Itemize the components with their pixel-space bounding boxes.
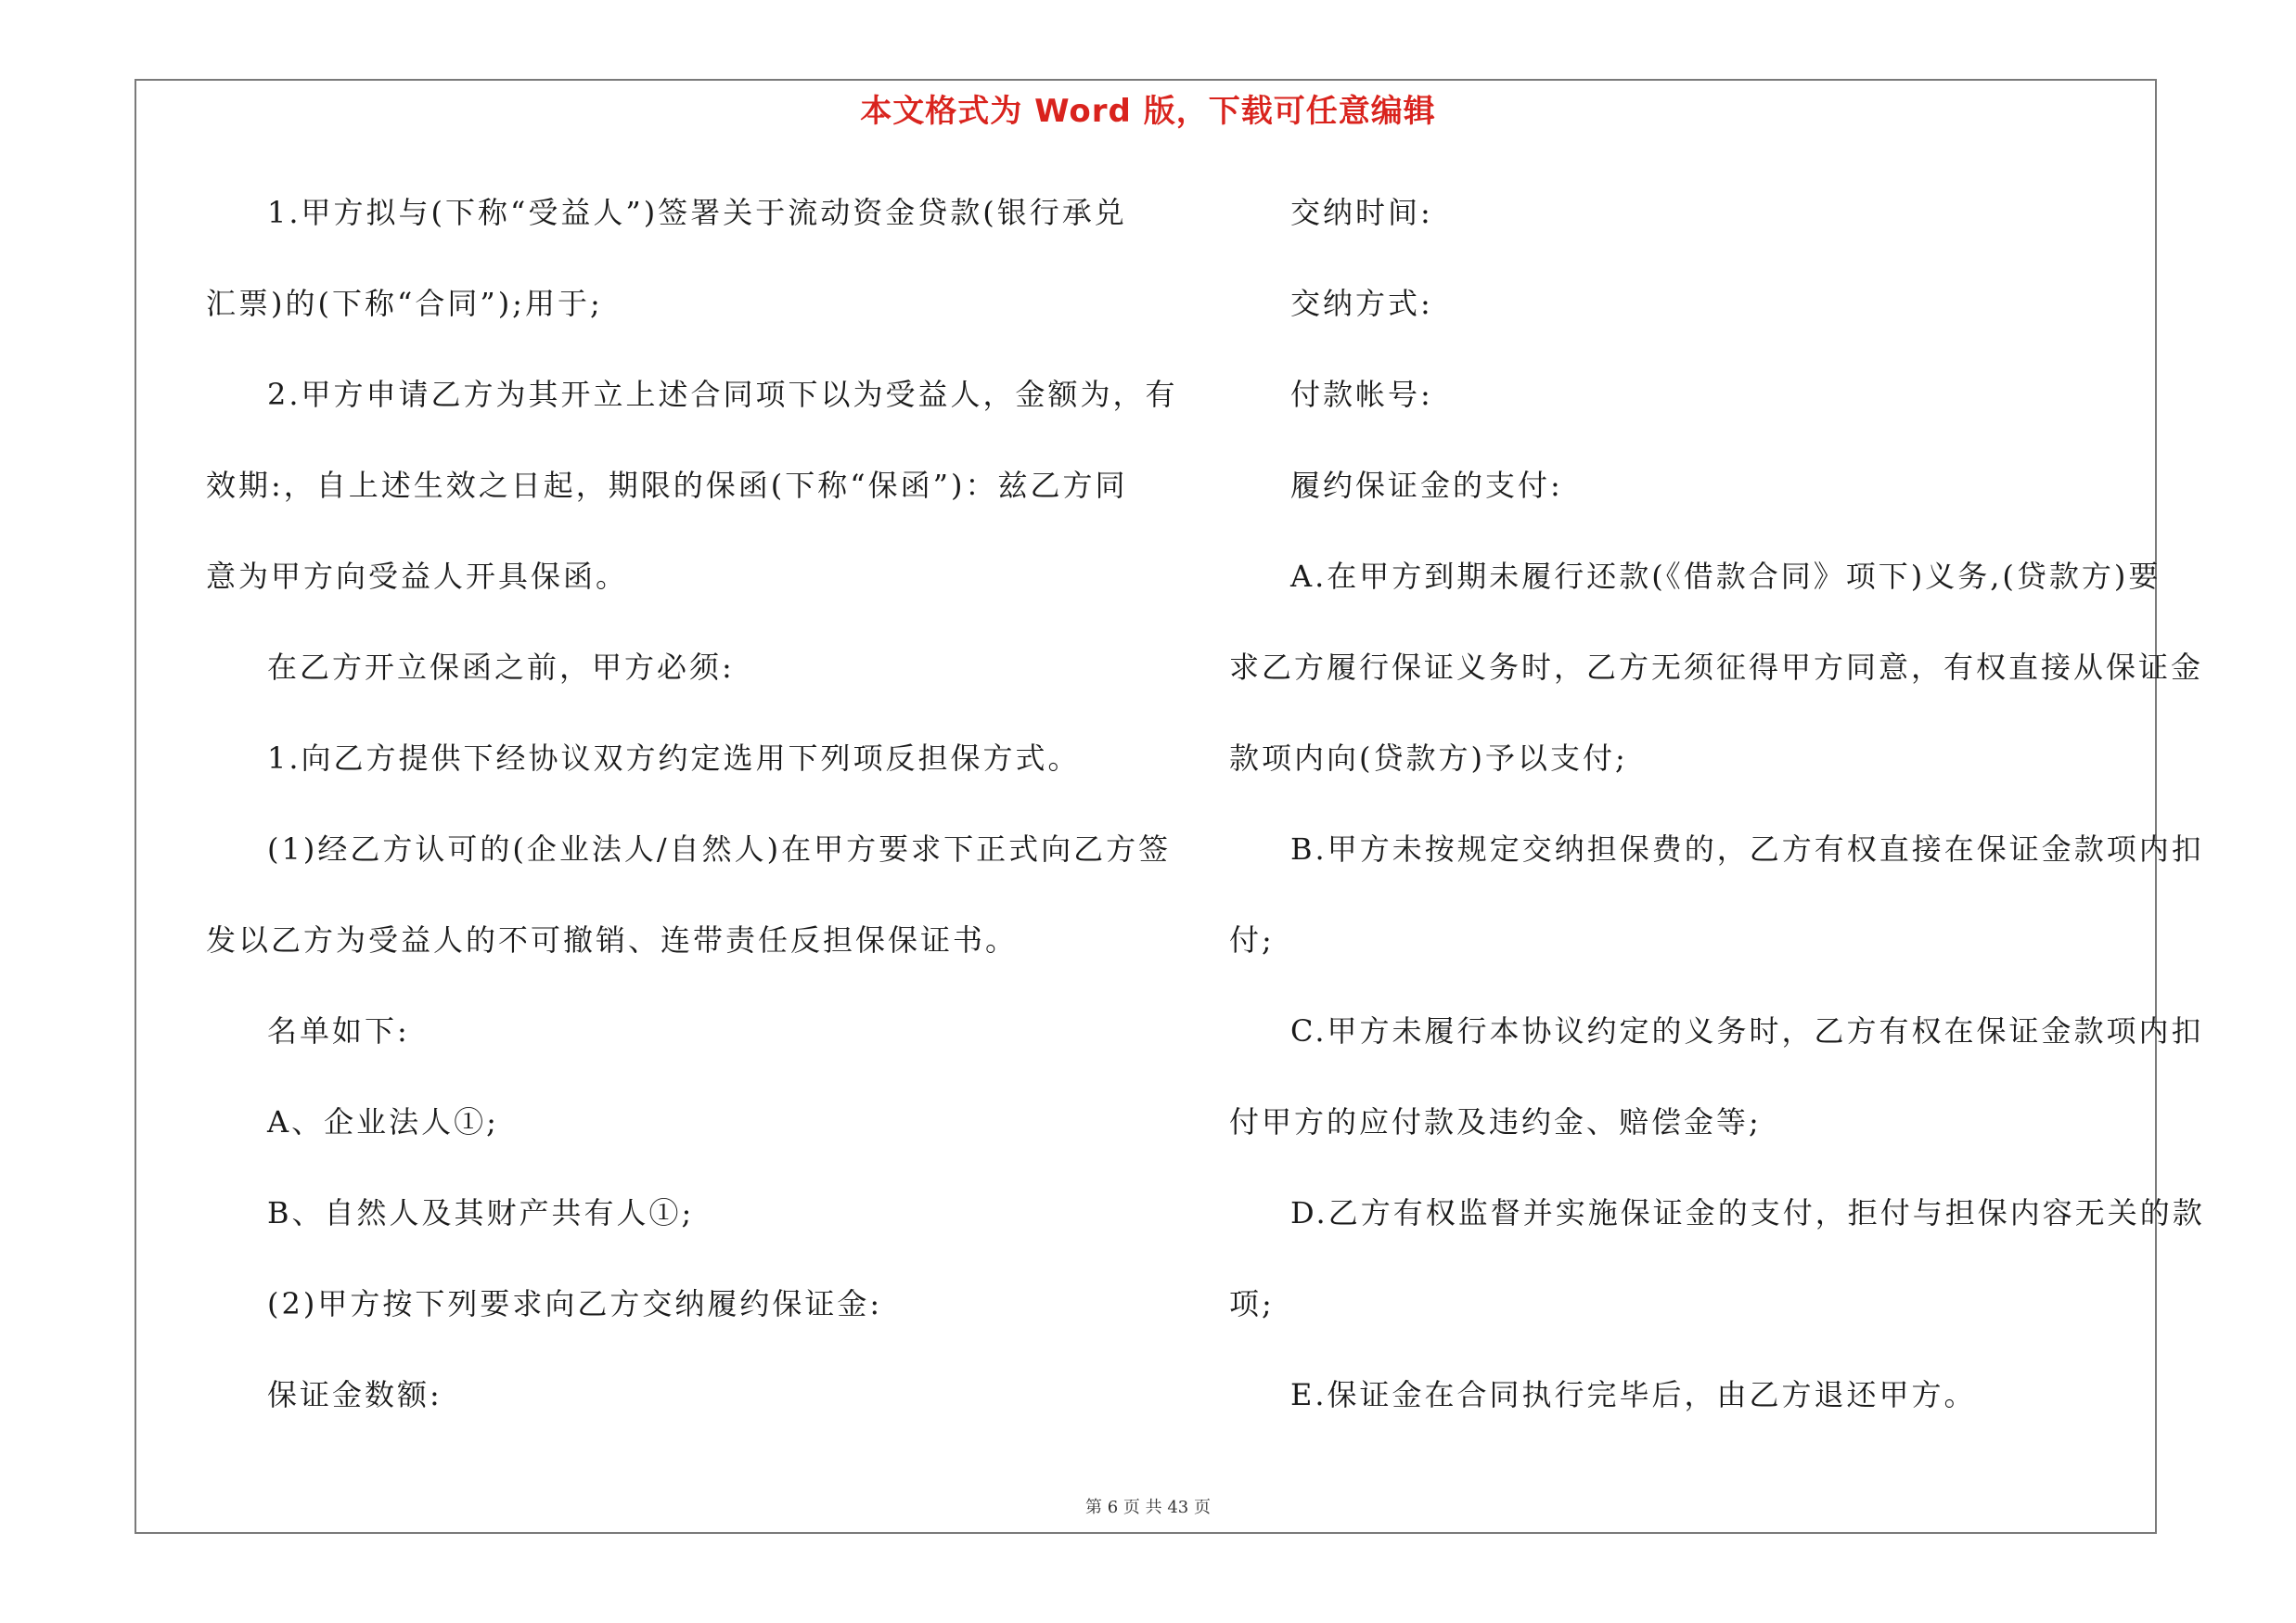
left-column [206,181,1178,1454]
text-line: 汇票)的(下称“合同”);用于; [206,286,603,321]
text-line: (2)甲方按下列要求向乙方交纳履约保证金: [267,1286,883,1321]
text-line: 名单如下: [267,1013,410,1049]
text-line: 发以乙方为受益人的不可撤销、连带责任反担保保证书。 [206,922,1019,958]
page-footer: 第 6 页 共 43 页 [1085,1498,1211,1517]
format-banner: 本文格式为 Word 版，下载可任意编辑 [860,93,1436,130]
text-line: 款项内向(贷款方)予以支付; [1229,741,1628,776]
text-line: 保证金数额: [267,1377,443,1412]
text-line: E.保证金在合同执行完毕后，由乙方退还甲方。 [1290,1377,1977,1412]
text-line: A、企业法人①; [267,1104,499,1140]
text-line: 交纳方式: [1290,286,1433,321]
text-line: 项; [1229,1286,1275,1321]
text-line: A.在甲方到期未履行还款(《借款合同》项下)义务,(贷款方)要 [1290,559,2161,594]
text-line: 付; [1229,922,1275,958]
text-line: 求乙方履行保证义务时，乙方无须征得甲方同意，有权直接从保证金 [1229,650,2204,685]
text-line: C.甲方未履行本协议约定的义务时，乙方有权在保证金款项内扣 [1290,1013,2204,1049]
text-line: 在乙方开立保函之前，甲方必须: [267,650,735,685]
text-line: 付甲方的应付款及违约金、赔偿金等; [1229,1104,1762,1140]
text-line: 履约保证金的支付: [1290,468,1563,503]
text-line: (1)经乙方认可的(企业法人/自然人)在甲方要求下正式向乙方签 [267,831,1172,867]
text-line: B、自然人及其财产共有人①; [267,1195,695,1230]
text-line: 1.甲方拟与(下称“受益人”)签署关于流动资金贷款(银行承兑 [267,195,1127,230]
text-line: D.乙方有权监督并实施保证金的支付，拒付与担保内容无关的款 [1290,1195,2205,1230]
text-line: 1.向乙方提供下经协议双方约定选用下列项反担保方式。 [267,741,1081,776]
right-column [1229,181,2205,1454]
text-line: 意为甲方向受益人开具保函。 [206,559,629,594]
text-line: B.甲方未按规定交纳担保费的，乙方有权直接在保证金款项内扣 [1290,831,2204,867]
text-line: 2.甲方申请乙方为其开立上述合同项下以为受益人，金额为，有 [267,377,1178,412]
text-line: 交纳时间: [1290,195,1433,230]
text-line: 效期:，自上述生效之日起，期限的保函(下称“保函”)：兹乙方同 [206,468,1128,503]
text-line: 付款帐号: [1290,377,1433,412]
